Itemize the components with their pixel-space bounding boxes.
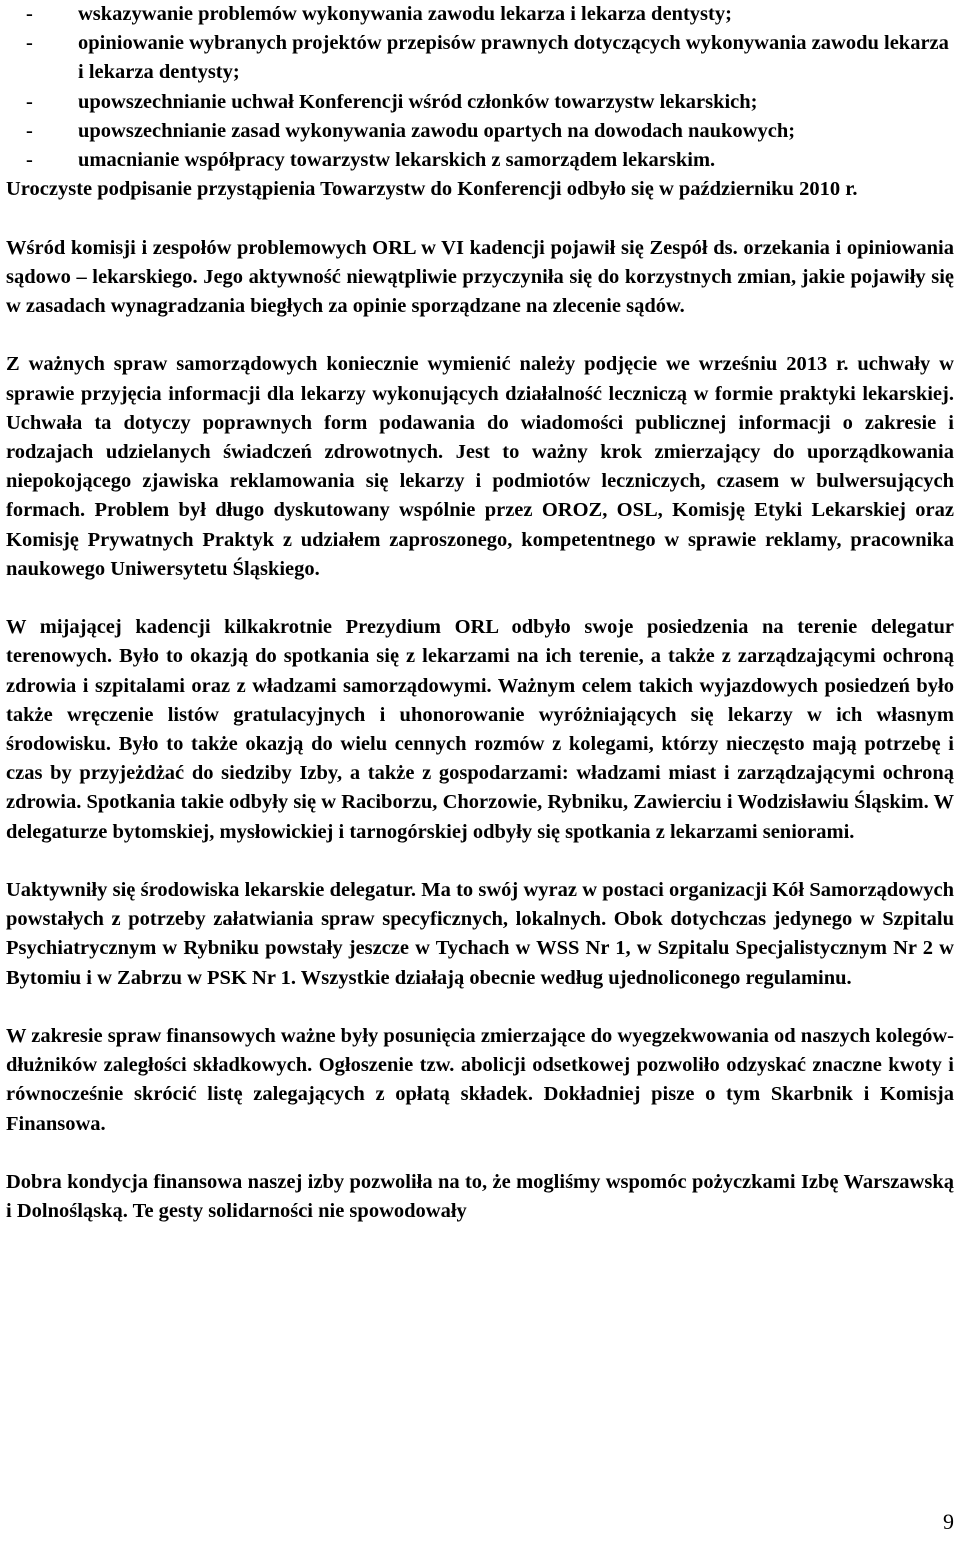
document-page <box>6 0 954 1226</box>
list-item-text: wskazywanie problemów wykonywania zawodu lekarza i lekarza dentysty; <box>78 3 732 25</box>
bullet-marker: - <box>26 90 33 113</box>
bullet-marker: - <box>26 3 33 25</box>
bullet-marker: - <box>26 149 33 172</box>
paragraph-zespol-orzekania: Wśród komisji i zespołów problemowych ORL w VI kadencji pojawił się Zespół ds. orzekania i opiniowania sądowo – lekarskiego. Jego aktywność niewątpliwie przyczyniła się do korzystnych zmian, jakie pojawiły się w zasadach wynagradzania biegłych za opinie sporządzane na zlecenie sądów. <box>6 236 954 318</box>
page-number: 9 <box>943 1509 954 1534</box>
bullet-marker: - <box>26 119 33 142</box>
list-item <box>6 88 954 117</box>
list-item <box>6 29 954 87</box>
list-item-text: umacnianie współpracy towarzystw lekarskich z samorządem lekarskim. <box>78 149 716 172</box>
bullet-list <box>6 0 954 175</box>
list-item-text: upowszechnianie zasad wykonywania zawodu opartych na dowodach naukowych; <box>78 119 796 142</box>
paragraph-konferencja: Uroczyste podpisanie przystąpienia Towarzystw do Konferencji odbyło się w październiku 2010 r. <box>6 178 858 201</box>
list-item <box>6 0 954 29</box>
paragraph-finanse: W zakresie spraw finansowych ważne były posunięcia zmierzające do wyegzekwowania od naszych kolegów- dłużników zaległości składkowych. Ogłoszenie tzw. abolicji odsetkowej pozwoliło odzyskać znaczne kwoty i równocześnie skrócić listę zalegających z opłatą składek. Dokładniej pisze o tym Skarbnik i Komisja Finansowa. <box>6 1025 954 1135</box>
list-item <box>6 146 954 175</box>
paragraph-posiedzenia-delegatur: W mijającej kadencji kilkakrotnie Prezydium ORL odbyło swoje posiedzenia na terenie delegatur terenowych. Było to okazją do spotkania się z lekarzami na ich terenie, a także z zarządzającymi ochroną zdrowia i szpitalami oraz z władzami samorządowymi. Ważnym celem takich wyjazdowych posiedzeń było także wręczenie listów gratulacyjnych i uhonorowanie wyróżniających się lekarzy w ich własnym środowisku. Było to także okazją do wielu cennych rozmów z kolegami, którzy nieczęsto mają potrzebę i czas by przyjeżdżać do siedziby Izby, a także z gospodarzami: władzami miast i zarządzającymi ochroną zdrowia. Spotkania takie odbyły się w Raciborzu, Chorzowie, Rybniku, Zawierciu i Wodzisławiu Śląskim. W delegaturze bytomskiej, mysłowickiej i tarnogórskiej odbyły się spotkania z lekarzami seniorami. <box>6 616 954 843</box>
paragraph-kola-samorzadowe: Uaktywniły się środowiska lekarskie delegatur. Ma to swój wyraz w postaci organizacji Kół Samorządowych powstałych z potrzeby załatwiania spraw specyficznych, lokalnych. Obok dotychczas jedynego w Szpitalu Psychiatrycznym w Rybniku powstały jeszcze w Tychach w WSS Nr 1, w Szpitalu Specjalistycznym Nr 2 w Bytomiu i w Zabrzu w PSK Nr 1. Wszystkie działają obecnie według ujednoliconego regulaminu. <box>6 879 954 989</box>
list-item-text: upowszechnianie uchwał Konferencji wśród członków towarzystw lekarskich; <box>78 90 758 113</box>
paragraph-uchwala-reklama: Z ważnych spraw samorządowych koniecznie wymienić należy podjęcie we wrześniu 2013 r. uchwały w sprawie przyjęcia informacji dla lekarzy wykonujących działalność leczniczą w formie praktyki lekarskiej. Uchwała ta dotyczy poprawnych form podawania do wiadomości publicznej informacji o zakresie i rodzajach udzielanych świadczeń zdrowotnych. Jest to ważny krok zmierzający do uporządkowania niepokojącego zjawiska reklamowania się lekarzy i podmiotów leczniczych, czasem w bulwersujących formach. Problem był długo dyskutowany wspólnie przez OROZ, OSL, Komisję Etyki Lekarskiej oraz Komisję Prywatnych Praktyk z udziałem zaproszonego, kompetentnego w sprawie reklamy, pracownika naukowego Uniwersytetu Śląskiego. <box>6 353 954 580</box>
list-item-text: opiniowanie wybranych projektów przepisów prawnych dotyczących wykonywania zawodu lekarza i lekarza dentysty; <box>78 32 949 84</box>
paragraph-kondycja-finansowa: Dobra kondycja finansowa naszej izby pozwoliła na to, że mogliśmy wspomóc pożyczkami Izbę Warszawską i Dolnośląską. Te gesty solidarności nie spowodowały <box>6 1171 954 1223</box>
list-item <box>6 117 954 146</box>
bullet-marker: - <box>26 32 33 55</box>
